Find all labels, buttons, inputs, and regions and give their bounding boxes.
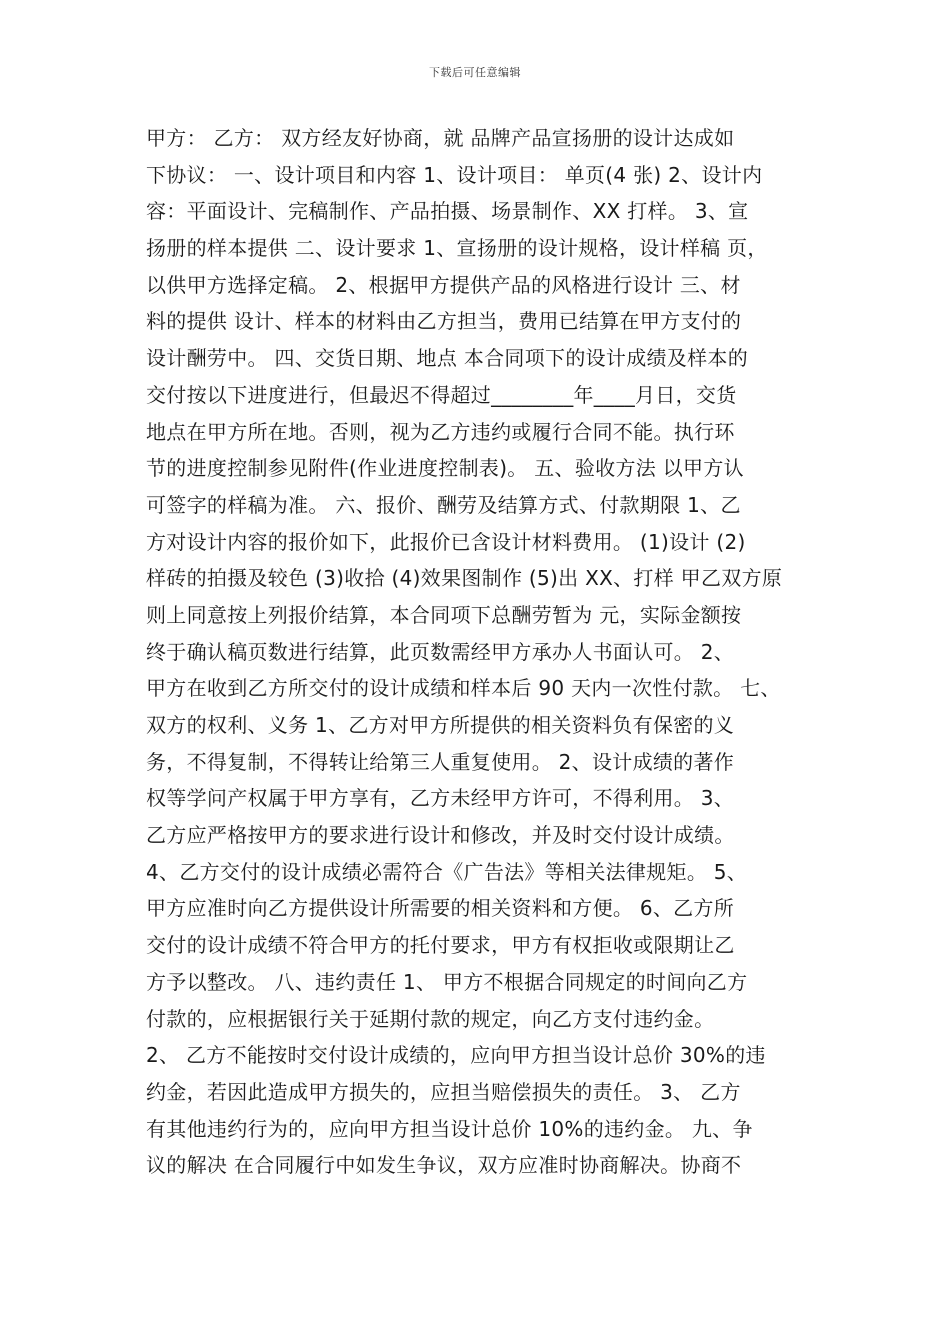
- text-line: 甲方： 乙方： 双方经友好协商，就 品牌产品宣扬册的设计达成如: [146, 126, 735, 150]
- text-line: 料的提供 设计、样本的材料由乙方担当，费用已结算在甲方支付的: [146, 309, 742, 334]
- text-line: 节的进度控制参见附件(作业进度控制表)。 五、验收方法 以甲方认: [146, 456, 744, 481]
- text-line: 则上同意按上列报价结算，本合同项下总酬劳暂为 元，实际金额按: [146, 602, 742, 627]
- text-line: 权等学问产权属于甲方享有，乙方未经甲方许可，不得利用。 3、: [146, 786, 735, 811]
- text-line: 终于确认稿页数进行结算，此页数需经甲方承办人书面认可。 2、: [146, 639, 735, 664]
- text-line: 甲方应准时向乙方提供设计所需要的相关资料和方便。 6、乙方所: [146, 896, 735, 921]
- text-line: 下协议： 一、设计项目和内容 1、设计项目： 单页(4 张) 2、设计内: [146, 162, 763, 187]
- contract-body: [146, 120, 810, 1184]
- text-line: 以供甲方选择定稿。 2、根据甲方提供产品的风格进行设计 三、材: [146, 272, 741, 297]
- text-line: 务，不得复制，不得转让给第三人重复使用。 2、设计成绩的著作: [146, 749, 735, 774]
- text-line: 可签字的样稿为准。 六、报价、酬劳及结算方式、付款期限 1、乙: [146, 492, 741, 517]
- text-line: 有其他违约行为的，应向甲方担当设计总价 10%的违约金。 九、争: [146, 1116, 753, 1141]
- text-line: 2、 乙方不能按时交付设计成绩的，应向甲方担当设计总价 30%的违: [146, 1043, 766, 1068]
- text-line: 交付按以下进度进行，但最迟不得超过________年____月日，交货: [146, 382, 737, 407]
- text-line: 付款的，应根据银行关于延期付款的规定，向乙方支付违约金。: [146, 1006, 715, 1031]
- text-line: 方对设计内容的报价如下，此报价已含设计材料费用。 (1)设计 (2): [146, 529, 746, 554]
- text-line: 双方的权利、义务 1、乙方对甲方所提供的相关资料负有保密的义: [146, 713, 735, 737]
- text-line: 扬册的样本提供 二、设计要求 1、宣扬册的设计规格，设计样稿 页，: [146, 236, 768, 261]
- header-note: 下载后可任意编辑: [429, 66, 521, 79]
- text-line: 议的解决 在合同履行中如发生争议，双方应准时协商解决。协商不: [146, 1153, 742, 1178]
- text-line: 交付的设计成绩不符合甲方的托付要求，甲方有权拒收或限期让乙: [146, 933, 735, 958]
- text-line: 甲方在收到乙方所交付的设计成绩和样本后 90 天内一次性付款。 七、: [146, 676, 781, 701]
- text-line: 约金，若因此造成甲方损失的，应担当赔偿损失的责任。 3、 乙方: [146, 1079, 741, 1104]
- text-line: 样砖的拍摄及较色 (3)收拾 (4)效果图制作 (5)出 XX、打样 甲乙双方原: [146, 566, 783, 591]
- text-line: 地点在甲方所在地。否则，视为乙方违约或履行合同不能。执行环: [146, 419, 735, 444]
- text-line: 4、乙方交付的设计成绩必需符合《广告法》等相关法律规矩。 5、: [146, 859, 748, 884]
- text-line: 乙方应严格按甲方的要求进行设计和修改，并及时交付设计成绩。: [146, 823, 735, 848]
- text-line: 方予以整改。 八、违约责任 1、 甲方不根据合同规定的时间向乙方: [146, 969, 748, 994]
- text-line: 容：平面设计、完稿制作、产品拍摄、场景制作、XX 打样。 3、宣: [146, 199, 749, 224]
- text-line: 设计酬劳中。 四、交货日期、地点 本合同项下的设计成绩及样本的: [146, 346, 749, 371]
